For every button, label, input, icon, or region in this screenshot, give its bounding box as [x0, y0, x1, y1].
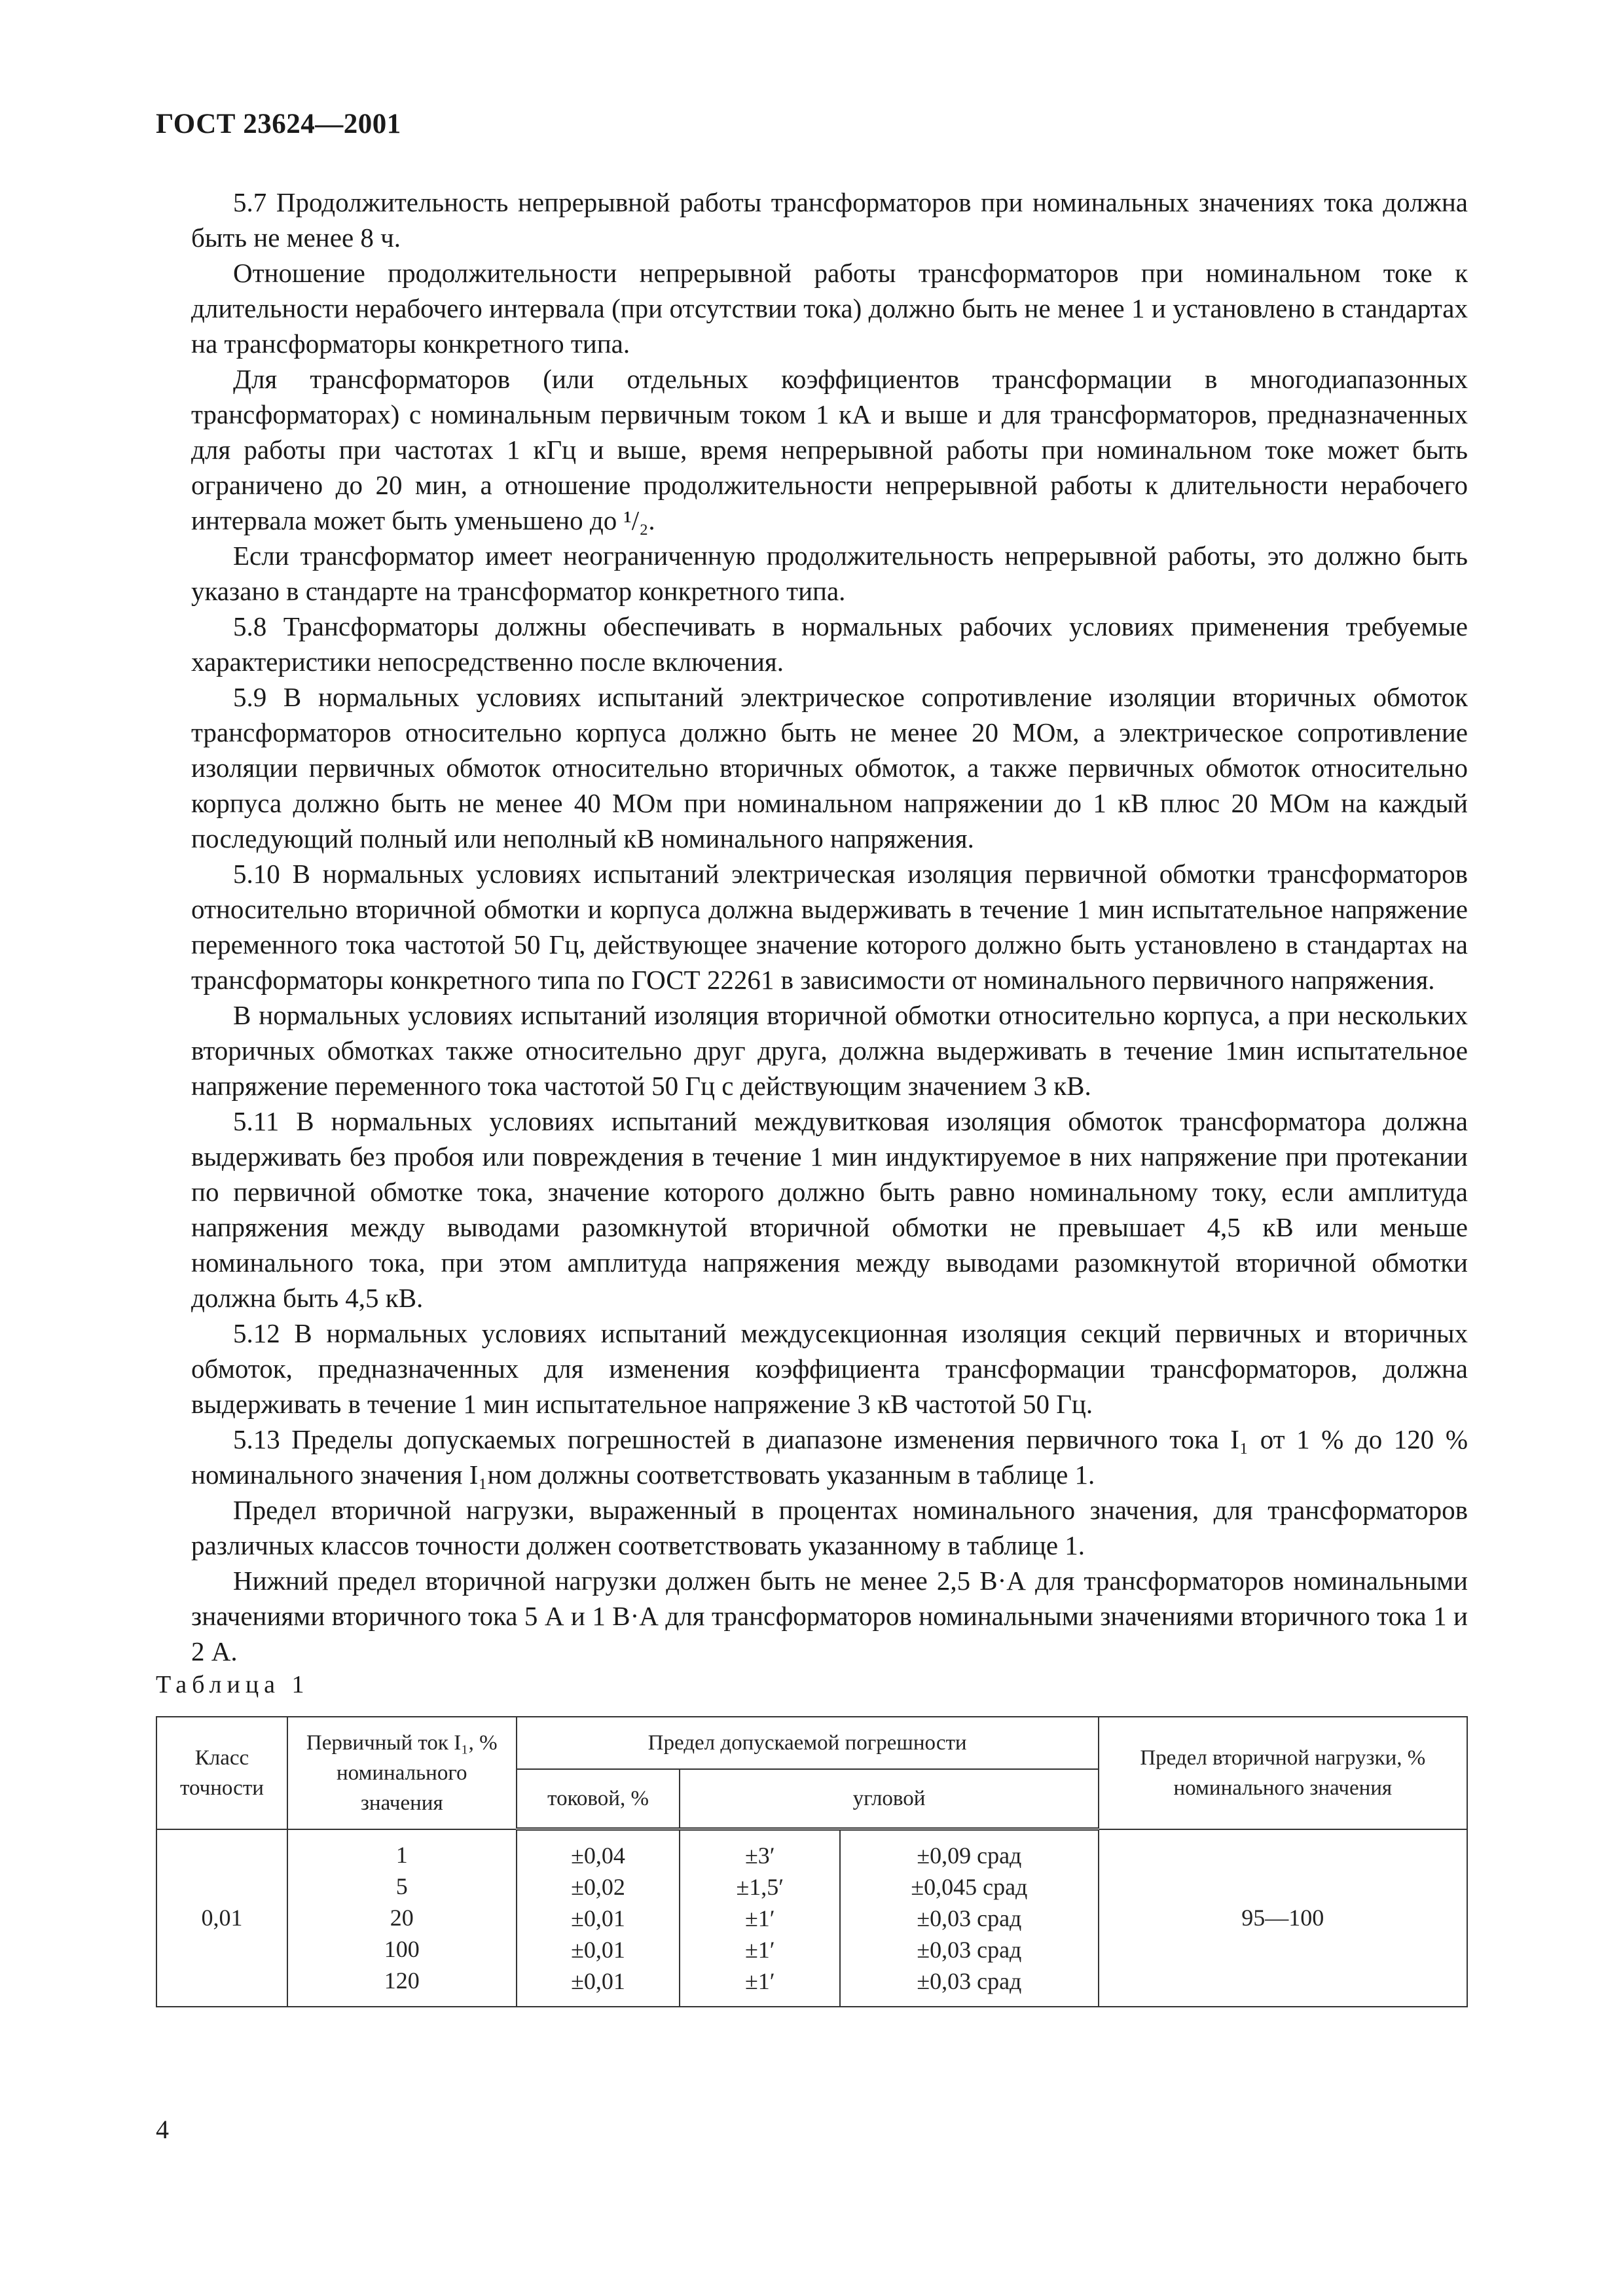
cell-value: ±0,03 срад	[917, 1968, 1022, 1994]
paragraph: В нормальных условиях испытаний изоляция вторичной обмотки относительно корпуса, а при нескольких вторичных обмотках также относительно друг друга, должна выдерживать в течение 1мин испытательное напряжение переменного тока частотой 50 Гц с действующим значением 3 кВ.	[191, 1000, 1468, 1101]
cell-value: 100	[384, 1936, 420, 1963]
header-error-limit: Предел допускаемой погрешности	[517, 1717, 1099, 1769]
cell-value: 5	[395, 1873, 408, 1900]
paragraph: 5.7 Продолжительность непрерывной работы трансформаторов при номинальных значениях тока должна быть не менее 8 ч.	[191, 187, 1468, 253]
header-current-error: токовой, %	[517, 1769, 680, 1829]
cell-value: ±0,01	[571, 1937, 625, 1963]
cell-value: ±1′	[744, 1968, 775, 1994]
cell-value: ±0,01	[571, 1968, 625, 1994]
paragraph: Предел вторичной нагрузки, выраженный в процентах номинального значения, для трансформаторов различных классов точности должен соответствовать указанному в таблице 1.	[191, 1495, 1468, 1560]
cell-value: 20	[390, 1905, 414, 1931]
header-load-limit: Предел вторичной нагрузки, % номинального значения	[1099, 1717, 1467, 1829]
cell-angle-minutes	[680, 1829, 840, 2007]
paragraph: 5.12 В нормальных условиях испытаний междусекционная изоляция секций первичных и вторичных обмоток, предназначенных для изменения коэффициента трансформации трансформаторов, должна выдерживать в течение 1 мин испытательное напряжение 3 кВ частотой 50 Гц.	[191, 1318, 1468, 1419]
paragraph: 5.11 В нормальных условиях испытаний междувитковая изоляция обмоток трансформатора должна выдерживать без пробоя или повреждения в течение 1 мин индуктируемое в них напряжение при протекании по первичной обмотке тока, значение которого должно быть равно номинальному току, если амплитуда напряжения между выводами разомкнутой вторичной обмотки не превышает 4,5 кВ или меньше номинального тока, при этом амплитуда напряжения между выводами разомкнутой вторичной обмотки должна быть 4,5 кВ.	[191, 1106, 1468, 1313]
cell-value: ±1,5′	[736, 1874, 784, 1900]
paragraph: 5.9 В нормальных условиях испытаний электрическое сопротивление изоляции вторичных обмоток трансформаторов относительно корпуса должно быть не менее 20 МОм, а электрическое сопротивление изоляции первичных обмоток относительно вторичных обмоток, а также первичных обмоток относительно корпуса должно быть не менее 40 МОм при номинальном напряжении до 1 кВ плюс 20 МОм на каждый последующий полный или неполный кВ номинального напряжения.	[191, 682, 1468, 853]
paragraph: 5.10 В нормальных условиях испытаний электрическая изоляция первичной обмотки трансформаторов относительно вторичной обмотки и корпуса должна выдерживать в течение 1 мин испытательное напряжение переменного тока частотой 50 Гц, действующее значение которого должно быть установлено в стандартах на трансформаторы конкретного типа по ГОСТ 22261 в зависимости от номинального первичного напряжения.	[191, 859, 1468, 995]
cell-value: 1	[395, 1842, 408, 1869]
cell-value: ±0,02	[571, 1874, 625, 1900]
paragraph: Отношение продолжительности непрерывной работы трансформаторов при номинальном токе к длительности нерабочего интервала (при отсутствии тока) должно быть не менее 1 и установлено в стандартах на трансформаторы конкретного типа.	[191, 258, 1468, 359]
cell-accuracy-class: 0,01	[156, 1829, 287, 2007]
cell-value: ±1′	[744, 1905, 775, 1931]
cell-value: ±0,04	[571, 1842, 625, 1869]
cell-primary-current	[287, 1829, 517, 2007]
cell-value: ±1′	[744, 1937, 775, 1963]
cell-angle-crad	[840, 1829, 1098, 2007]
paragraph: Для трансформаторов (или отдельных коэффициентов трансформации в многодиапазонных трансформаторах) с номинальным первичным током 1 кА и выше и для трансформаторов, предназначенных для работы при частотах 1 кГц и выше, время непрерывной работы при номинальном токе может быть ограничено до 20 мин, а отношение продолжительности непрерывной работы к длительности нерабочего интервала может быть уменьшено до ¹/₂.	[191, 364, 1468, 535]
paragraph: 5.13 Пределы допускаемых погрешностей в диапазоне изменения первичного тока I₁ от 1 % до 120 % номинального значения I₁ном должны соответствовать указанным в таблице 1.	[191, 1424, 1468, 1490]
accuracy-table	[156, 1716, 1468, 2007]
paragraph: Нижний предел вторичной нагрузки должен быть не менее 2,5 В·А для трансформаторов номинальными значениями вторичного тока 5 А и 1 В·А для трансформаторов номинальными значениями вторичного тока 1 и 2 А.	[191, 1566, 1468, 1666]
cell-value: ±0,01	[571, 1905, 625, 1931]
cell-value: ±0,045 срад	[911, 1874, 1028, 1900]
paragraph: 5.8 Трансформаторы должны обеспечивать в нормальных рабочих условиях применения требуемые характеристики непосредственно после включения.	[191, 611, 1468, 677]
cell-value: ±0,03 срад	[917, 1937, 1022, 1963]
document-body	[191, 185, 1468, 1669]
table-row	[156, 1829, 1467, 2007]
document-header: ГОСТ 23624—2001	[156, 109, 401, 139]
header-accuracy-class: Класс точности	[156, 1717, 287, 1829]
cell-value: ±3′	[744, 1842, 775, 1869]
cell-load-limit: 95—100	[1099, 1829, 1467, 2007]
cell-current-error	[517, 1829, 680, 2007]
page-number: 4	[156, 2115, 169, 2144]
table-caption: Таблица 1	[156, 1671, 310, 1698]
header-angle-error: угловой	[680, 1769, 1098, 1829]
cell-value: 120	[384, 1967, 420, 1994]
paragraph: Если трансформатор имеет неограниченную продолжительность непрерывной работы, это должно быть указано в стандарте на трансформатор конкретного типа.	[191, 541, 1468, 606]
header-primary-current: Первичный ток I₁, % номинального значения	[287, 1717, 517, 1829]
cell-value: ±0,09 срад	[917, 1842, 1022, 1869]
cell-value: ±0,03 срад	[917, 1905, 1022, 1931]
